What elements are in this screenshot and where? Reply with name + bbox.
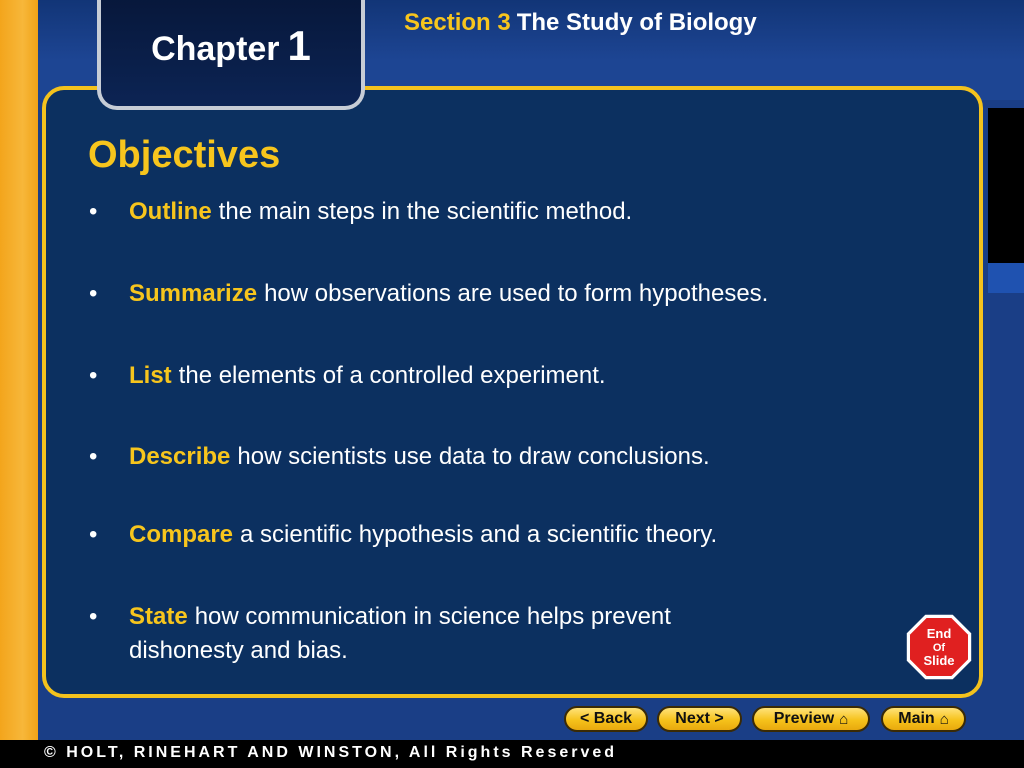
right-dark-strip — [988, 108, 1024, 263]
objective-item — [89, 277, 869, 311]
objective-verb: Compare — [129, 521, 234, 548]
end-slide-line3: Slide — [923, 653, 955, 668]
objective-item — [89, 600, 789, 668]
right-blue-strip — [988, 263, 1024, 293]
bullet-icon: • — [89, 280, 98, 307]
bullet-icon: • — [89, 521, 98, 548]
end-of-slide-button[interactable] — [906, 614, 972, 680]
objective-verb: Summarize — [129, 280, 258, 307]
next-button[interactable] — [657, 706, 742, 732]
objective-text: how observations are used to form hypotheses. — [264, 280, 769, 307]
objectives-heading: Objectives — [88, 134, 281, 176]
objective-verb: Describe — [129, 443, 231, 470]
end-slide-line2: Of — [932, 642, 946, 654]
bullet-icon: • — [89, 362, 98, 389]
end-slide-line1: End — [926, 626, 952, 641]
main-button[interactable] — [881, 706, 966, 732]
home-icon: ⌂ — [839, 710, 849, 728]
objective-text: the elements of a controlled experiment. — [178, 362, 606, 389]
preview-button[interactable] — [752, 706, 870, 732]
section-label: Section 3 — [404, 9, 511, 36]
next-button-label: Next > — [675, 710, 724, 727]
chapter-number: 1 — [287, 22, 311, 69]
objective-text: how communication in science helps prevent dishonesty and bias. — [129, 603, 671, 664]
objective-text: a scientific hypothesis and a scientific theory. — [240, 521, 718, 548]
objective-text: the main steps in the scientific method. — [218, 198, 633, 225]
left-accent-stripe — [0, 0, 38, 740]
bullet-icon: • — [89, 198, 98, 225]
objective-verb: List — [129, 362, 172, 389]
main-button-label: Main — [898, 710, 935, 727]
home-icon: ⌂ — [939, 710, 949, 728]
chapter-tab — [97, 0, 365, 110]
objective-item — [89, 195, 869, 229]
back-button-label: < Back — [579, 710, 633, 727]
objective-item — [89, 518, 869, 552]
footer-bar — [0, 740, 1024, 768]
preview-button-label: Preview — [773, 710, 835, 727]
objective-verb: Outline — [129, 198, 212, 225]
bullet-icon: • — [89, 443, 98, 470]
objective-item — [89, 359, 869, 393]
objective-text: how scientists use data to draw conclusions. — [237, 443, 710, 470]
chapter-word: Chapter — [151, 30, 280, 68]
section-header — [404, 9, 757, 37]
back-button[interactable] — [564, 706, 648, 732]
objective-verb: State — [129, 603, 188, 630]
bullet-icon: • — [89, 603, 98, 630]
chapter-title — [101, 22, 361, 70]
section-title: The Study of Biology — [516, 9, 757, 36]
copyright-text: © HOLT, RINEHART AND WINSTON, All Rights Reserved — [44, 744, 618, 761]
objective-item — [89, 440, 869, 474]
